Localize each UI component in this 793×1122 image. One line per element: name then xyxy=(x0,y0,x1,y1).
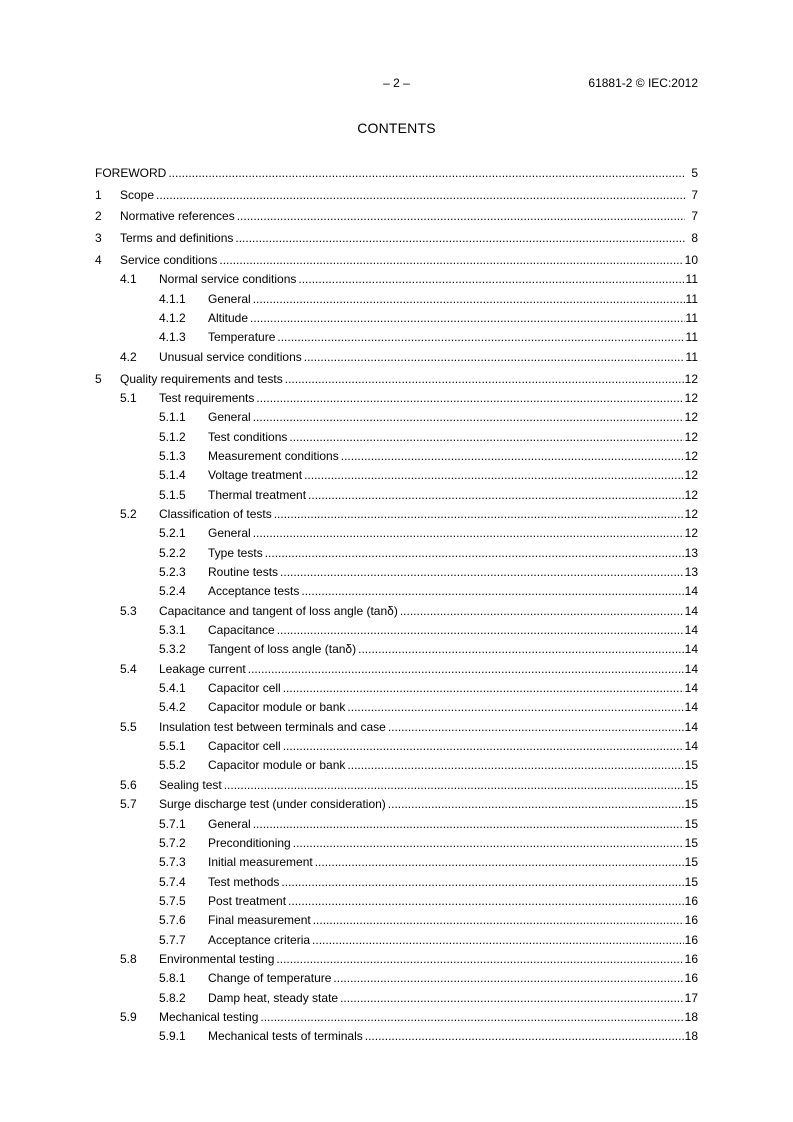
toc-entry-number: 4.1.2 xyxy=(159,311,186,326)
toc-entry-number: 5.1.5 xyxy=(159,487,186,502)
toc-entry-label: Tangent of loss angle (tanδ) xyxy=(208,642,357,657)
toc-entry[interactable] xyxy=(95,1027,698,1046)
toc-entry-number: 4.1 xyxy=(120,272,137,287)
toc-entry[interactable] xyxy=(95,949,698,968)
toc-leader-dots xyxy=(276,952,683,966)
toc-entry-page: 18 xyxy=(684,1009,698,1024)
toc-entry-page: 15 xyxy=(684,777,698,792)
toc-entry[interactable] xyxy=(95,698,698,717)
toc-entry-label: Thermal treatment xyxy=(208,487,307,502)
toc-entry-page: 12 xyxy=(684,468,698,483)
toc-leader-dots xyxy=(347,700,683,714)
toc-leader-dots xyxy=(248,662,684,676)
toc-entry-number: 5.3.2 xyxy=(159,642,186,657)
toc-entry-page: 16 xyxy=(684,951,698,966)
toc-entry-page: 13 xyxy=(684,565,698,580)
toc-entry-label: General xyxy=(208,526,251,541)
page-header xyxy=(0,76,793,92)
toc-entry-page: 15 xyxy=(684,758,698,773)
toc-entry-number: 5.3.1 xyxy=(159,623,186,638)
toc-leader-dots xyxy=(260,1010,683,1024)
toc-entry-page: 7 xyxy=(691,209,698,224)
toc-entry-number: 2 xyxy=(95,209,102,224)
toc-leader-dots xyxy=(301,584,683,598)
toc-entry-number: 5.7 xyxy=(120,797,137,812)
toc-entry[interactable] xyxy=(95,185,698,204)
toc-entry-number: 5.7.5 xyxy=(159,893,186,908)
toc-leader-dots xyxy=(341,449,684,463)
toc-entry-page: 15 xyxy=(684,816,698,831)
toc-entry-number: 1 xyxy=(95,187,102,202)
toc-entry[interactable] xyxy=(95,640,698,659)
toc-entry-page: 14 xyxy=(684,661,698,676)
toc-entry-label: Measurement conditions xyxy=(208,448,339,463)
toc-entry-page: 11 xyxy=(685,311,698,326)
toc-leader-dots xyxy=(304,350,685,364)
toc-entry[interactable] xyxy=(95,427,698,446)
toc-entry-label: Routine tests xyxy=(208,565,279,580)
toc-entry[interactable] xyxy=(95,969,698,988)
toc-entry-number: 5.6 xyxy=(120,777,137,792)
toc-entry[interactable] xyxy=(95,308,698,327)
toc-leader-dots xyxy=(280,565,684,579)
toc-entry-label: Normative references xyxy=(120,209,235,224)
toc-entry-number: 5.8 xyxy=(120,951,137,966)
toc-entry[interactable] xyxy=(95,601,698,620)
toc-entry-number: 5.2.3 xyxy=(159,565,186,580)
toc-entry-page: 14 xyxy=(684,603,698,618)
toc-entry-page: 12 xyxy=(684,526,698,541)
toc-entry[interactable] xyxy=(95,833,698,852)
toc-entry-number: 5.2.1 xyxy=(159,526,186,541)
toc-entry-label: Capacitance and tangent of loss angle (tanδ) xyxy=(159,603,398,618)
toc-entry-page: 12 xyxy=(684,507,698,522)
toc-entry-number: 5 xyxy=(95,371,102,386)
toc-entry[interactable] xyxy=(95,659,698,678)
toc-leader-dots xyxy=(235,231,685,245)
toc-leader-dots xyxy=(237,209,685,223)
toc-entry-number: 5.3 xyxy=(120,603,137,618)
toc-entry-label: Altitude xyxy=(208,311,249,326)
toc-entry-page: 15 xyxy=(684,835,698,850)
toc-entry-label: Environmental testing xyxy=(159,951,275,966)
toc-entry-number: 5.1.3 xyxy=(159,448,186,463)
toc-leader-dots xyxy=(281,875,683,889)
toc-entry-page: 14 xyxy=(684,719,698,734)
toc-leader-dots xyxy=(283,739,684,753)
toc-entry-number: 5.2 xyxy=(120,507,137,522)
toc-entry-label: General xyxy=(208,816,251,831)
toc-entry-page: 16 xyxy=(684,913,698,928)
toc-leader-dots xyxy=(168,166,685,180)
toc-entry[interactable] xyxy=(95,466,698,485)
toc-entry[interactable] xyxy=(95,163,698,182)
toc-entry-number: 5.7.2 xyxy=(159,835,186,850)
toc-entry-number: 5.5 xyxy=(120,719,137,734)
toc-entry-label: Acceptance tests xyxy=(208,584,300,599)
toc-entry-page: 11 xyxy=(685,291,698,306)
toc-entry-page: 10 xyxy=(684,253,698,268)
toc-leader-dots xyxy=(313,913,684,927)
toc-entry-number: 4 xyxy=(95,253,102,268)
toc-entry[interactable] xyxy=(95,408,698,427)
toc-entry-page: 14 xyxy=(684,700,698,715)
toc-entry-number: 5.4.1 xyxy=(159,681,186,696)
page-title: CONTENTS xyxy=(357,120,436,136)
toc-entry[interactable] xyxy=(95,582,698,601)
toc-leader-dots xyxy=(274,507,684,521)
toc-leader-dots xyxy=(277,623,684,637)
toc-entry[interactable] xyxy=(95,717,698,736)
toc-entry-label: Insulation test between terminals and case xyxy=(159,719,386,734)
toc-leader-dots xyxy=(333,971,683,985)
toc-leader-dots xyxy=(358,642,684,656)
toc-entry-page: 12 xyxy=(684,390,698,405)
toc-entry-page: 16 xyxy=(684,893,698,908)
toc-entry-number: 5.7.4 xyxy=(159,874,186,889)
toc-entry[interactable] xyxy=(95,930,698,949)
toc-entry[interactable] xyxy=(95,504,698,523)
toc-leader-dots xyxy=(253,817,684,831)
toc-entry-page: 12 xyxy=(684,429,698,444)
toc-entry-page: 14 xyxy=(684,642,698,657)
toc-entry-label: Normal service conditions xyxy=(159,272,297,287)
toc-entry-number: 4.1.3 xyxy=(159,330,186,345)
toc-leader-dots xyxy=(298,272,684,286)
toc-leader-dots xyxy=(224,778,684,792)
toc-leader-dots xyxy=(388,797,684,811)
toc-entry-label: Change of temperature xyxy=(208,971,332,986)
toc-entry-number: 5.1 xyxy=(120,390,137,405)
toc-entry-page: 13 xyxy=(684,545,698,560)
toc-entry-number: 5.5.2 xyxy=(159,758,186,773)
toc-entry[interactable] xyxy=(95,814,698,833)
toc-entry-label: General xyxy=(208,291,251,306)
toc-leader-dots xyxy=(283,681,684,695)
toc-entry-page: 14 xyxy=(684,623,698,638)
toc-entry[interactable] xyxy=(95,485,698,504)
toc-entry-number: 5.5.1 xyxy=(159,739,186,754)
toc-leader-dots xyxy=(253,410,684,424)
toc-entry-number: 5.7.3 xyxy=(159,855,186,870)
toc-entry-number: 5.2.4 xyxy=(159,584,186,599)
toc-entry-page: 16 xyxy=(684,971,698,986)
toc-entry[interactable] xyxy=(95,891,698,910)
toc-entry-page: 14 xyxy=(684,681,698,696)
toc-entry-page: 15 xyxy=(684,855,698,870)
toc-entry-label: Capacitance xyxy=(208,623,275,638)
toc-entry-page: 11 xyxy=(685,330,698,345)
toc-entry-number: 5.2.2 xyxy=(159,545,186,560)
toc-entry-page: 11 xyxy=(685,272,698,287)
toc-leader-dots xyxy=(388,720,684,734)
toc-entry-label: Acceptance criteria xyxy=(208,932,311,947)
toc-entry-page: 8 xyxy=(691,231,698,246)
toc-entry-label: Scope xyxy=(120,187,155,202)
toc-leader-dots xyxy=(315,855,684,869)
toc-entry[interactable] xyxy=(95,328,698,347)
toc-entry[interactable] xyxy=(95,446,698,465)
toc-leader-dots xyxy=(219,253,683,267)
toc-entry[interactable] xyxy=(95,543,698,562)
toc-leader-dots xyxy=(288,894,684,908)
toc-entry-page: 14 xyxy=(684,584,698,599)
toc-entry-label: Capacitor module or bank xyxy=(208,758,346,773)
toc-entry[interactable] xyxy=(95,853,698,872)
toc-leader-dots xyxy=(312,933,684,947)
toc-leader-dots xyxy=(289,430,683,444)
toc-entry-label: Leakage current xyxy=(159,661,246,676)
toc-entry[interactable] xyxy=(95,270,698,289)
toc-entry[interactable] xyxy=(95,795,698,814)
toc-entry-number: 3 xyxy=(95,231,102,246)
toc-leader-dots xyxy=(340,991,684,1005)
toc-entry-page: 7 xyxy=(691,187,698,202)
toc-entry-number: 5.9.1 xyxy=(159,1029,186,1044)
toc-entry-page: 15 xyxy=(684,874,698,889)
toc-entry-label: Test requirements xyxy=(159,390,255,405)
toc-entry-number: 4.1.1 xyxy=(159,291,186,306)
toc-entry-label: Initial measurement xyxy=(208,855,313,870)
toc-leader-dots xyxy=(347,758,683,772)
toc-leader-dots xyxy=(293,836,684,850)
toc-entry[interactable] xyxy=(95,289,698,308)
toc-entry-number: 5.4 xyxy=(120,661,137,676)
toc-entry[interactable] xyxy=(95,347,698,366)
toc-entry-number: 5.8.1 xyxy=(159,971,186,986)
toc-entry-number: 5.1.4 xyxy=(159,468,186,483)
toc-entry-number: 5.4.2 xyxy=(159,700,186,715)
toc-entry-number: 4.2 xyxy=(120,349,137,364)
toc-entry-page: 12 xyxy=(684,371,698,386)
toc-entry-number: 5.8.2 xyxy=(159,990,186,1005)
toc-entry-page: 11 xyxy=(685,349,698,364)
toc-entry-label: Voltage treatment xyxy=(208,468,303,483)
toc-entry[interactable] xyxy=(95,872,698,891)
toc-entry-label: Unusual service conditions xyxy=(159,349,302,364)
toc-leader-dots xyxy=(253,292,685,306)
toc-entry-label: Classification of tests xyxy=(159,507,272,522)
toc-leader-dots xyxy=(308,488,684,502)
page-number: – 2 – xyxy=(383,76,410,90)
toc-leader-dots xyxy=(156,188,685,202)
toc-entry[interactable] xyxy=(95,620,698,639)
toc-leader-dots xyxy=(277,330,684,344)
table-of-contents xyxy=(95,163,698,1046)
toc-leader-dots xyxy=(253,526,684,540)
toc-leader-dots xyxy=(256,391,683,405)
toc-entry-label: General xyxy=(208,410,251,425)
toc-entry-label: Temperature xyxy=(208,330,276,345)
toc-entry-page: 12 xyxy=(684,487,698,502)
toc-entry-label: Terms and definitions xyxy=(120,231,234,246)
toc-entry-label: Quality requirements and tests xyxy=(120,371,283,386)
toc-entry[interactable] xyxy=(95,229,698,248)
toc-leader-dots xyxy=(250,311,685,325)
toc-entry-label: Mechanical testing xyxy=(159,1009,259,1024)
toc-entry-number: 5.7.7 xyxy=(159,932,186,947)
toc-leader-dots xyxy=(265,546,684,560)
toc-entry-number: 5.7.6 xyxy=(159,913,186,928)
toc-entry-label: Type tests xyxy=(208,545,263,560)
document-id: 61881-2 © IEC:2012 xyxy=(588,76,698,90)
toc-entry-label: Capacitor cell xyxy=(208,681,281,696)
toc-leader-dots xyxy=(304,468,684,482)
toc-entry-page: 17 xyxy=(684,990,698,1005)
toc-entry-number: 5.9 xyxy=(120,1009,137,1024)
toc-entry[interactable] xyxy=(95,1007,698,1026)
toc-entry-page: 15 xyxy=(684,797,698,812)
toc-entry-label: Surge discharge test (under consideration) xyxy=(159,797,386,812)
toc-leader-dots xyxy=(365,1029,684,1043)
toc-entry[interactable] xyxy=(95,736,698,755)
toc-entry-page: 14 xyxy=(684,739,698,754)
toc-leader-dots xyxy=(285,372,684,386)
toc-entry-page: 5 xyxy=(691,165,698,180)
toc-entry-label: Test conditions xyxy=(208,429,288,444)
toc-entry-label: Sealing test xyxy=(159,777,222,792)
toc-entry[interactable] xyxy=(95,775,698,794)
toc-entry-page: 16 xyxy=(684,932,698,947)
toc-entry-label: Capacitor cell xyxy=(208,739,281,754)
toc-entry[interactable] xyxy=(95,988,698,1007)
toc-entry[interactable] xyxy=(95,524,698,543)
toc-entry-number: 5.7.1 xyxy=(159,816,186,831)
toc-entry[interactable] xyxy=(95,369,698,388)
toc-entry-label: Service conditions xyxy=(120,253,218,268)
toc-entry-label: Preconditioning xyxy=(208,835,291,850)
toc-entry-page: 12 xyxy=(684,410,698,425)
toc-entry-label: Damp heat, steady state xyxy=(208,990,339,1005)
toc-entry-number: 5.1.2 xyxy=(159,429,186,444)
toc-entry[interactable] xyxy=(95,207,698,226)
toc-entry-label: Final measurement xyxy=(208,913,311,928)
toc-entry-label: Post treatment xyxy=(208,893,287,908)
toc-entry-page: 18 xyxy=(684,1029,698,1044)
toc-entry-number: 5.1.1 xyxy=(159,410,186,425)
toc-entry[interactable] xyxy=(95,678,698,697)
toc-entry-label: Test methods xyxy=(208,874,280,889)
toc-entry[interactable] xyxy=(95,756,698,775)
toc-entry-label: Mechanical tests of terminals xyxy=(208,1029,363,1044)
toc-leader-dots xyxy=(400,604,684,618)
toc-entry-label: FOREWORD xyxy=(95,165,167,180)
toc-entry-page: 12 xyxy=(684,448,698,463)
toc-entry[interactable] xyxy=(95,388,698,407)
toc-entry[interactable] xyxy=(95,562,698,581)
toc-entry[interactable] xyxy=(95,911,698,930)
toc-entry-label: Capacitor module or bank xyxy=(208,700,346,715)
toc-entry[interactable] xyxy=(95,250,698,269)
